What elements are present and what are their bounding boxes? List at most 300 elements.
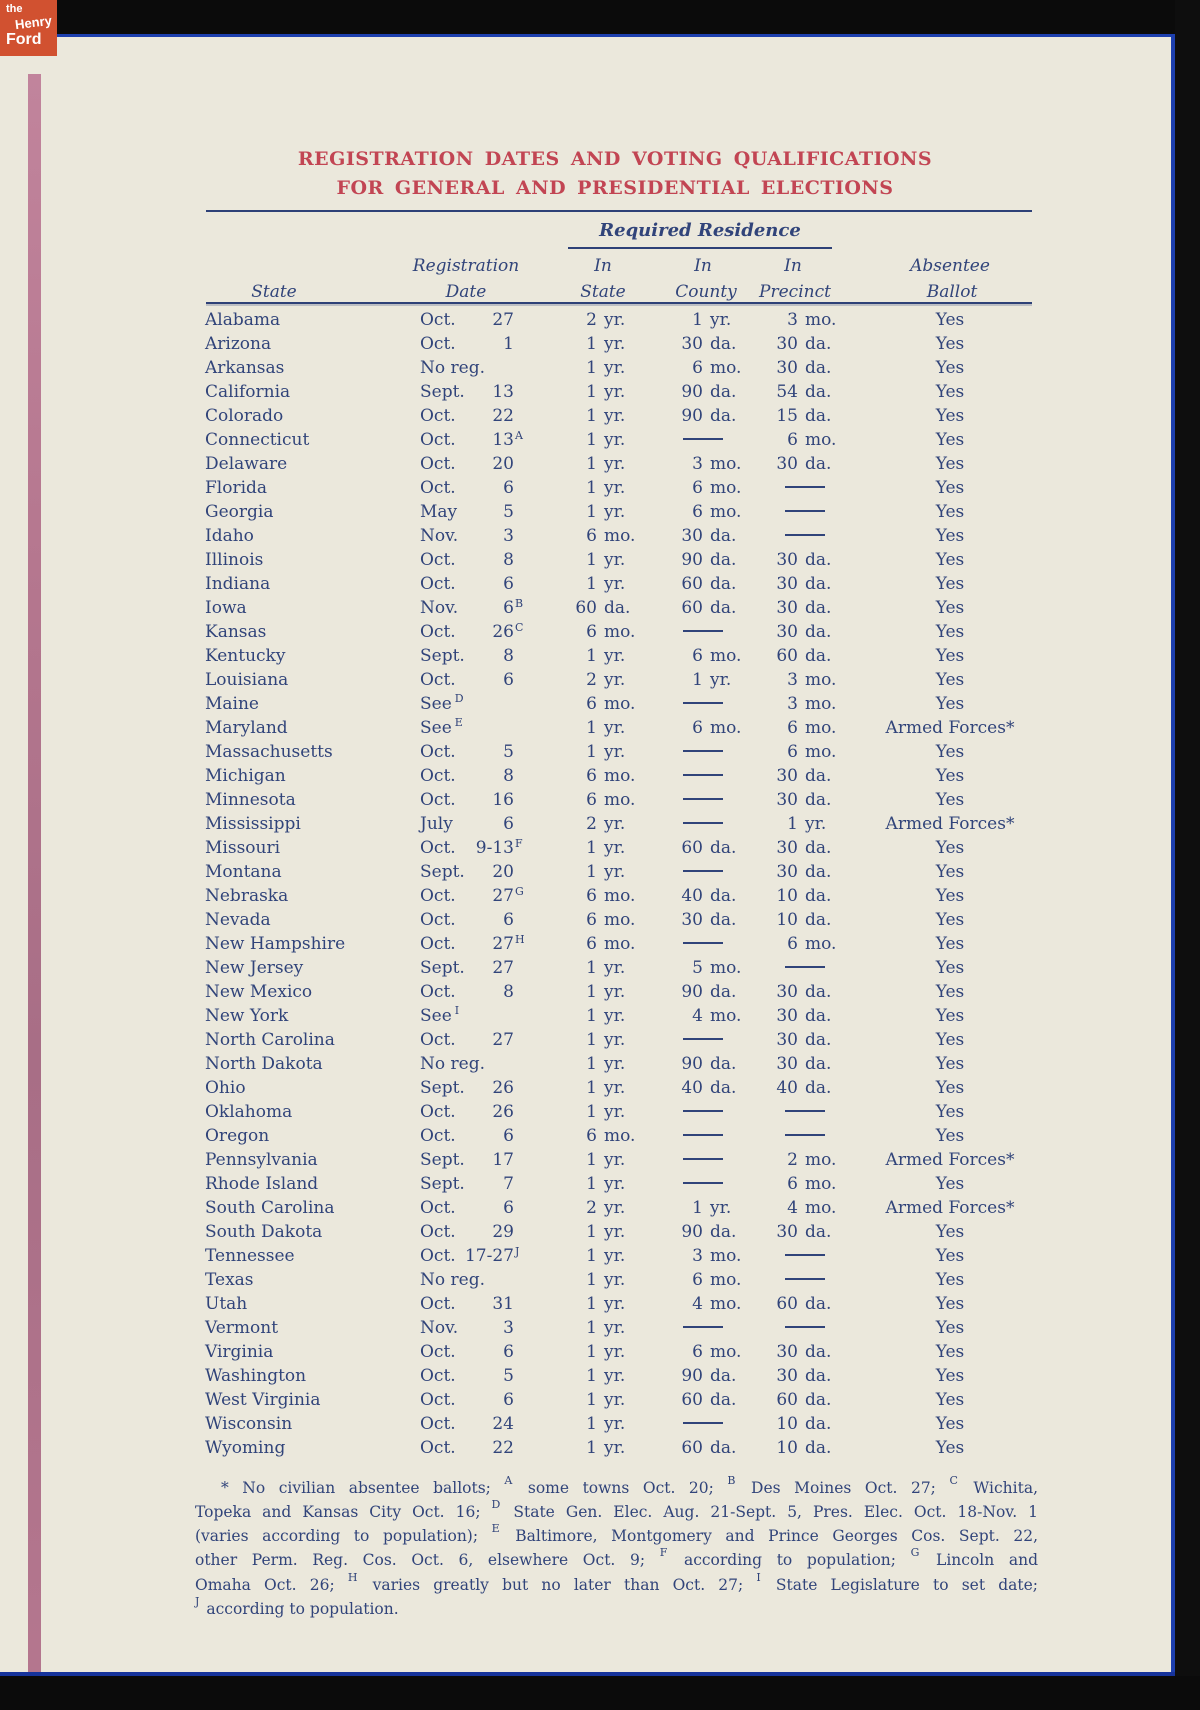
dash-mark [683,1110,723,1113]
table-row [0,1004,1100,1028]
footnote-ref: H [515,933,525,946]
residence-value: 30 da. [776,838,832,858]
table-row [0,1076,1100,1100]
registration-date: Sept. 7 [420,1174,514,1194]
table-row [0,740,1100,764]
table-row [0,332,1100,356]
state-name: New Hampshire [205,934,346,954]
logo-the: the [6,3,23,15]
residence-value: 60 da. [681,1390,737,1410]
residence-dash [750,1244,860,1268]
residence-value: 1 yr. [586,1390,626,1410]
column-header-state: State [251,282,297,302]
residence-value: 1 yr. [586,742,626,762]
registration-date: Oct. 26 C [420,620,560,644]
residence-dash [655,740,750,764]
absentee-ballot: Yes [935,550,965,570]
absentee-ballot: Yes [935,454,965,474]
table-row [0,1316,1100,1340]
column-header-registration: Registration [412,256,520,276]
residence-value: 6 mo. [586,934,636,954]
state-name: Iowa [205,598,247,618]
footnote-marker: J [195,1594,200,1608]
footnote-line: $^J$ according to population. [195,1594,399,1618]
residence-value: 3 mo. [692,1246,742,1266]
dash-mark [683,1326,723,1329]
absentee-ballot: Yes [935,910,965,930]
table-row [0,524,1100,548]
residence-value: 1 yr. [586,1150,626,1170]
registration-date: Oct. 5 [420,1366,514,1386]
residence-value: 1 yr. [586,1078,626,1098]
registration-date: Oct. 6 [420,478,514,498]
registration-table-body [0,308,1100,1460]
dash-mark [785,486,825,489]
residence-value: 3 mo. [692,454,742,474]
table-row [0,908,1100,932]
residence-value: 1 yr. [586,574,626,594]
state-name: Wisconsin [205,1414,293,1434]
residence-value: 1 yr. [586,1006,626,1026]
dash-mark [683,870,723,873]
table-row [0,836,1100,860]
absentee-ballot: Yes [935,1318,965,1338]
residence-dash [655,1412,750,1436]
absentee-ballot: Yes [935,502,965,522]
residence-value: 5 mo. [692,958,742,978]
registration-date: No reg. [420,358,485,378]
absentee-ballot: Yes [935,310,965,330]
residence-dash [655,812,750,836]
residence-value: 10 da. [776,886,832,906]
absentee-ballot: Yes [935,1390,965,1410]
state-name: Michigan [205,766,286,786]
residence-dash [655,1172,750,1196]
residence-value: 30 da. [776,550,832,570]
residence-value: 60 da. [575,598,631,618]
table-row [0,1268,1100,1292]
absentee-ballot: Yes [935,1294,965,1314]
residence-value: 3 mo. [787,310,837,330]
absentee-ballot: Armed Forces* [885,1198,1015,1218]
absentee-ballot: Yes [935,838,965,858]
registration-date: See $^I$ [420,1004,560,1028]
state-name: Maryland [205,718,288,738]
table-row [0,692,1100,716]
residence-value: 2 yr. [586,670,626,690]
registration-date: Oct. 27 H [420,932,560,956]
residence-value: 1 yr. [586,478,626,498]
column-header-in-precinct-2: Precinct [759,282,831,302]
registration-date: July 6 [420,814,514,834]
absentee-ballot: Yes [935,358,965,378]
residence-value: 4 mo. [692,1006,742,1026]
residence-value: 60 da. [681,1438,737,1458]
residence-dash [655,1148,750,1172]
residence-value: 1 yr. [586,1318,626,1338]
residence-value: 6 mo. [787,934,837,954]
page-content [0,37,1171,1672]
residence-value: 10 da. [776,910,832,930]
residence-value: 1 yr. [586,958,626,978]
table-row [0,596,1100,620]
residence-value: 90 da. [681,382,737,402]
column-header-date: Date [445,282,487,302]
state-name: Illinois [205,550,264,570]
state-name: Missouri [205,838,281,858]
residence-value: 6 mo. [787,430,837,450]
state-name: Florida [205,478,268,498]
absentee-ballot: Yes [935,1078,965,1098]
residence-value: 1 yr. [586,1438,626,1458]
registration-date: Oct. 1 [420,334,514,354]
table-row [0,476,1100,500]
state-name: Montana [205,862,282,882]
required-residence-underline [568,247,832,249]
table-row [0,404,1100,428]
absentee-ballot: Yes [935,1246,965,1266]
residence-value: 3 mo. [787,694,837,714]
state-name: Colorado [205,406,284,426]
dash-mark [683,1158,723,1161]
residence-dash [655,1100,750,1124]
table-row [0,1436,1100,1460]
footnote-line: other Perm. Reg. Cos. Oct. 6, elsewhere Oct. 9; $^F$ according to population; $^G$ Lincoln and [195,1546,1038,1570]
registration-date: Oct. 26 [420,1102,514,1122]
absentee-ballot: Yes [935,1366,965,1386]
state-name: North Dakota [205,1054,323,1074]
residence-dash [750,956,860,980]
state-name: Arkansas [205,358,285,378]
residence-value: 90 da. [681,982,737,1002]
residence-value: 1 yr. [586,1102,626,1122]
dash-mark [683,630,723,633]
residence-value: 6 mo. [586,886,636,906]
registration-date: No reg. [420,1270,485,1290]
state-name: Rhode Island [205,1174,319,1194]
absentee-ballot: Yes [935,1102,965,1122]
registration-date: Oct. 9-13 F [420,836,560,860]
residence-value: 30 da. [776,1222,832,1242]
registration-date: Oct. 24 [420,1414,514,1434]
residence-value: 1 yr. [586,1342,626,1362]
table-row [0,1220,1100,1244]
residence-value: 1 yr. [586,718,626,738]
table-row [0,1388,1100,1412]
residence-value: 40 da. [776,1078,832,1098]
absentee-ballot: Yes [935,694,965,714]
absentee-ballot: Yes [935,766,965,786]
table-row [0,716,1100,740]
absentee-ballot: Yes [935,1030,965,1050]
residence-dash [750,524,860,548]
residence-value: 54 da. [776,382,832,402]
dash-mark [683,798,723,801]
registration-date: No reg. [420,1054,485,1074]
dash-mark [785,1110,825,1113]
footnote-marker: D [491,1498,501,1512]
table-row [0,764,1100,788]
table-row [0,572,1100,596]
absentee-ballot: Armed Forces* [885,814,1015,834]
column-header-in-precinct-1: In [784,256,802,276]
residence-value: 2 yr. [586,310,626,330]
residence-value: 30 da. [776,790,832,810]
residence-value: 30 da. [776,1342,832,1362]
residence-value: 1 yr. [586,1174,626,1194]
footnote-line: Topeka and Kansas City Oct. 16; $^D$ State Gen. Elec. Aug. 21-Sept. 5, Pres. Elec. Oct. 18-Nov. 1 [195,1498,1038,1522]
absentee-ballot: Yes [935,742,965,762]
residence-value: 6 mo. [586,526,636,546]
residence-dash [655,1124,750,1148]
registration-date: Oct. 8 [420,766,514,786]
residence-value: 30 da. [776,862,832,882]
registration-date: See $^E$ [420,716,560,740]
column-header-in-state-1: In [594,256,612,276]
registration-date: Sept. 8 [420,646,514,666]
residence-value: 6 mo. [787,718,837,738]
residence-value: 6 mo. [586,910,636,930]
residence-value: 30 da. [776,454,832,474]
table-row [0,932,1100,956]
residence-value: 1 yr. [586,838,626,858]
table-header-rule [206,302,1032,304]
residence-value: 6 mo. [692,646,742,666]
residence-value: 1 yr. [586,1030,626,1050]
table-row [0,452,1100,476]
residence-value: 1 yr. [586,1246,626,1266]
dash-mark [785,1326,825,1329]
residence-value: 6 mo. [692,718,742,738]
residence-value: 1 yr. [586,550,626,570]
residence-value: 1 yr. [586,382,626,402]
state-name: Tennessee [205,1246,295,1266]
residence-dash [655,620,750,644]
table-row [0,500,1100,524]
footnote-line: (varies according to population); $^E$ Baltimore, Montgomery and Prince Georges Cos. Sept. 22, [195,1522,1039,1546]
table-row [0,1028,1100,1052]
residence-dash [655,764,750,788]
logo-ford: Ford [6,31,42,48]
absentee-ballot: Yes [935,1174,965,1194]
residence-value: 30 da. [776,1366,832,1386]
registration-date: Oct. 8 [420,982,514,1002]
residence-value: 1 yr. [692,1198,732,1218]
residence-value: 1 yr. [586,982,626,1002]
registration-date: Oct. 27 G [420,884,560,908]
registration-date: See $^D$ [420,692,560,716]
registration-date: Oct. 6 [420,910,514,930]
dash-mark [683,750,723,753]
table-row [0,1244,1100,1268]
residence-value: 1 yr. [586,1366,626,1386]
residence-value: 1 yr. [692,670,732,690]
table-row [0,860,1100,884]
absentee-ballot: Yes [935,574,965,594]
residence-dash [655,1316,750,1340]
state-name: South Dakota [205,1222,323,1242]
residence-value: 6 mo. [586,790,636,810]
page-title [160,145,1070,203]
residence-value: 1 yr. [586,1222,626,1242]
dash-mark [683,1038,723,1041]
state-name: Minnesota [205,790,296,810]
registration-date: Oct. 20 [420,454,514,474]
absentee-ballot: Yes [935,526,965,546]
residence-value: 30 da. [776,574,832,594]
footnote-line: * No civilian absentee ballots; $^A$ some towns Oct. 20; $^B$ Des Moines Oct. 27; $^C$ Wichita, [221,1474,1039,1498]
absentee-ballot: Armed Forces* [885,1150,1015,1170]
footnote-marker: A [504,1474,513,1487]
table-row [0,356,1100,380]
logo-henry: Henry [14,12,53,33]
residence-value: 30 da. [681,910,737,930]
registration-date: Oct. 6 [420,574,514,594]
absentee-ballot: Yes [935,1222,965,1242]
table-top-rule [206,210,1032,212]
residence-value: 30 da. [776,358,832,378]
registration-date: Oct. 8 [420,550,514,570]
registration-date: Nov. 3 [420,526,514,546]
footnote-ref: F [515,837,523,850]
absentee-ballot: Yes [935,430,965,450]
table-row [0,980,1100,1004]
residence-value: 1 yr. [586,1294,626,1314]
table-row [0,812,1100,836]
residence-value: 1 yr. [586,334,626,354]
state-name: Oklahoma [205,1102,293,1122]
table-row [0,1340,1100,1364]
dash-mark [785,1278,825,1281]
state-name: South Carolina [205,1198,335,1218]
residence-dash [750,1268,860,1292]
footnote-marker: F [659,1546,668,1560]
dash-mark [683,942,723,945]
absentee-ballot: Yes [935,1054,965,1074]
residence-value: 1 yr. [586,1414,626,1434]
table-row [0,1052,1100,1076]
state-name: Arizona [205,334,272,354]
absentee-ballot: Yes [935,1342,965,1362]
table-row [0,1412,1100,1436]
scanned-page [0,37,1171,1672]
registration-date: Oct. 6 [420,1342,514,1362]
table-row [0,428,1100,452]
absentee-ballot: Yes [935,598,965,618]
residence-value: 30 da. [681,334,737,354]
column-group-header-required-residence: Required Residence [599,220,801,241]
residence-value: 6 mo. [586,1126,636,1146]
footnote-marker: E [491,1522,500,1536]
absentee-ballot: Yes [935,670,965,690]
residence-value: 6 mo. [692,1270,742,1290]
residence-value: 30 da. [776,1030,832,1050]
registration-date: May 5 [420,502,514,522]
residence-value: 1 yr. [787,814,827,834]
state-name: Massachusetts [205,742,333,762]
residence-value: 30 da. [776,1054,832,1074]
registration-date: Sept. 26 [420,1078,514,1098]
residence-value: 6 mo. [692,502,742,522]
residence-value: 40 da. [681,886,737,906]
residence-value: 10 da. [776,1414,832,1434]
registration-date: Oct. 31 [420,1294,514,1314]
registration-date: Oct. 13 A [420,428,560,452]
table-row [0,1124,1100,1148]
registration-date: Oct. 17-27 J [420,1244,560,1268]
registration-date: Oct. 6 [420,1390,514,1410]
state-name: Texas [205,1270,254,1290]
residence-value: 1 yr. [586,862,626,882]
residence-value: 60 da. [681,574,737,594]
state-name: California [205,382,291,402]
residence-value: 60 da. [681,838,737,858]
residence-value: 1 yr. [692,310,732,330]
state-name: Louisiana [205,670,289,690]
residence-value: 30 da. [776,622,832,642]
residence-value: 90 da. [681,406,737,426]
dash-mark [785,1254,825,1257]
column-header-ballot: Ballot [926,282,978,302]
registration-date: Sept. 17 [420,1150,514,1170]
residence-dash [750,1124,860,1148]
absentee-ballot: Yes [935,334,965,354]
residence-dash [750,1316,860,1340]
residence-value: 30 da. [776,982,832,1002]
state-name: Oregon [205,1126,270,1146]
footnote-ref: B [515,597,524,610]
registration-date: Oct. 22 [420,406,514,426]
absentee-ballot: Yes [935,790,965,810]
dash-mark [683,1422,723,1425]
state-name: Georgia [205,502,274,522]
table-row [0,644,1100,668]
table-row [0,1364,1100,1388]
registration-date: Sept. 20 [420,862,514,882]
residence-dash [655,788,750,812]
state-name: Pennsylvania [205,1150,318,1170]
dash-mark [785,966,825,969]
footnote-marker: C [949,1474,958,1487]
page-top-edge [0,34,1175,37]
residence-value: 1 yr. [586,1054,626,1074]
residence-value: 2 yr. [586,814,626,834]
state-name: Idaho [205,526,254,546]
state-name: Delaware [205,454,288,474]
column-header-absentee: Absentee [910,256,990,276]
residence-value: 90 da. [681,1366,737,1386]
absentee-ballot: Yes [935,886,965,906]
residence-value: 1 yr. [586,358,626,378]
state-name: Ohio [205,1078,246,1098]
state-name: West Virginia [205,1390,321,1410]
residence-value: 4 mo. [787,1198,837,1218]
absentee-ballot: Yes [935,934,965,954]
residence-value: 2 yr. [586,1198,626,1218]
residence-value: 1 yr. [586,430,626,450]
residence-value: 60 da. [776,1390,832,1410]
registration-date: Nov. 3 [420,1318,514,1338]
state-name: Alabama [205,310,281,330]
state-name: New Jersey [205,958,304,978]
table-row [0,1100,1100,1124]
residence-value: 1 yr. [586,406,626,426]
state-name: Vermont [205,1318,279,1338]
footnote-line: Omaha Oct. 26; $^H$ varies greatly but no later than Oct. 27; $^I$ State Legislature to set date; [195,1570,1039,1594]
residence-dash [750,476,860,500]
registration-date: Oct. 6 [420,1198,514,1218]
registration-date: Sept. 27 [420,958,514,978]
